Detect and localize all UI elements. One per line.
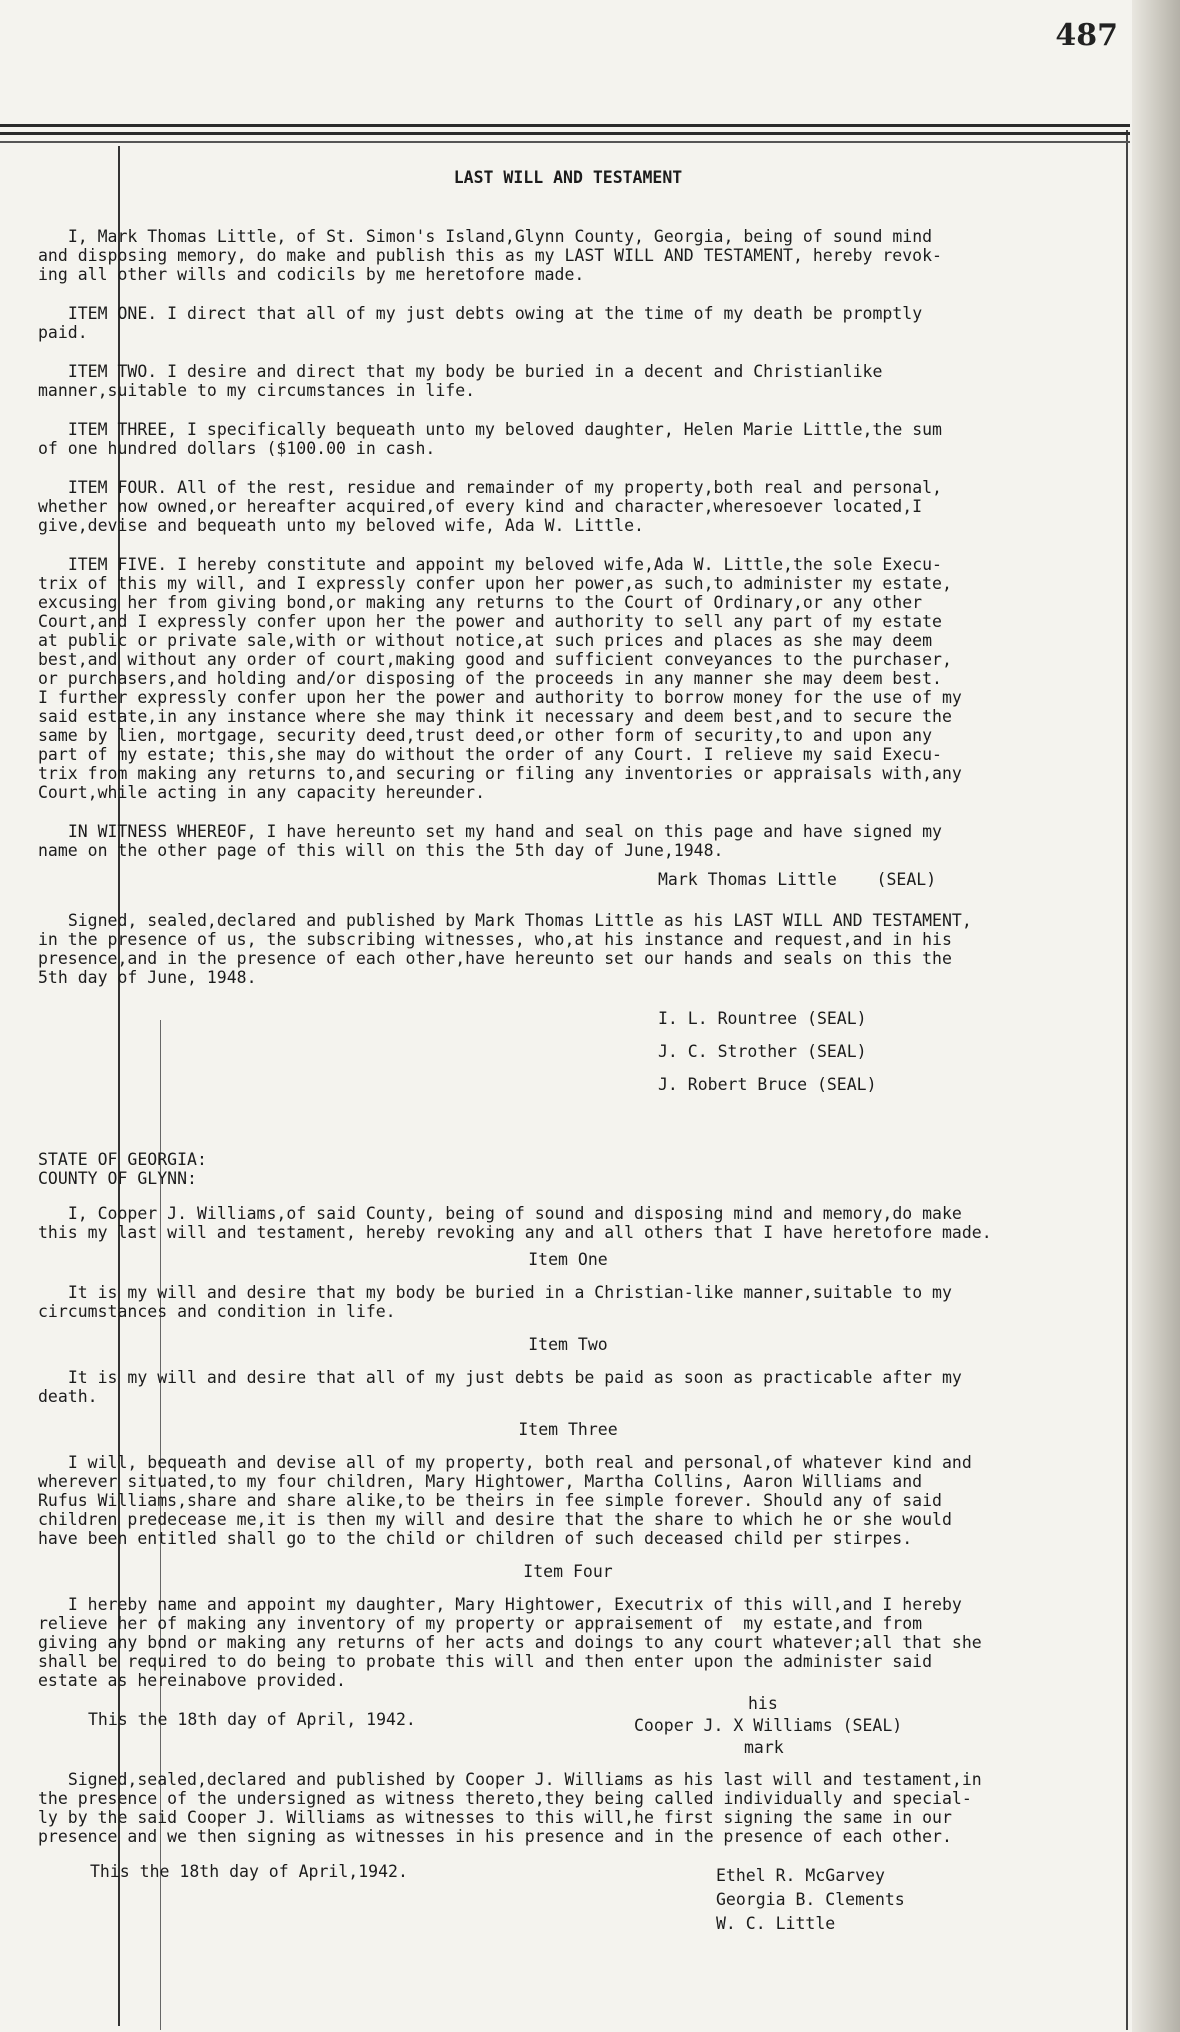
county-heading: COUNTY OF GLYNN: xyxy=(38,1169,197,1188)
will2-item-one: It is my will and desire that my body be buried in a Christian-like manner,suitable to my circumstances and condition in life. xyxy=(38,1283,952,1321)
will2-witnesses xyxy=(716,1864,905,1936)
item-two: ITEM TWO. I desire and direct that my body be buried in a decent and Christianlike manner,suitable to my circumstances in life. xyxy=(38,362,883,400)
witness-signature: J. C. Strother (SEAL) xyxy=(658,1042,867,1061)
item-three: ITEM THREE, I specifically bequeath unto my beloved daughter, Helen Marie Little,the sum of one hundred dollars ($100.00 in cash. xyxy=(38,420,942,458)
item-heading: Item Four xyxy=(523,1562,613,1581)
right-margin-rule xyxy=(1126,130,1128,2030)
will-intro: I, Mark Thomas Little, of St. Simon's Island,Glynn County, Georgia, being of sound mind and disposing memory, do make and publish this as my LAST WILL AND TESTAMENT, hereby revok- ing all other wills and codicils by me heretofore made. xyxy=(38,227,942,284)
top-rule xyxy=(0,132,1130,135)
top-rule xyxy=(0,124,1130,127)
item-five: ITEM FIVE. I hereby constitute and appoint my beloved wife,Ada W. Little,the sole Execu- trix of this my will, and I expressly confer upon her power,as such,to administer my estate, excusing her from giving bond,or making any returns to the Court of Ordinary,or any other Court,and I expressly confer upon her the power and authority to sell any part of my estate at public or private sale,with or without notice,at such prices and places as she may deem best,and without any order of court,making good and sufficient conveyances to the purchaser, or purchasers,and holding and/or disposing of the proceeds in any manner she may deem best. I further expressly confer upon her the power and authority to borrow money for the use of my said estate,in any instance where she may think it necessary and deem best,and to secure the same by lien, mortgage, security deed,trust deed,or other form of security,to and upon any part of my estate; this,she may do without the order of any Court. I relieve my said Execu- trix from making any returns to,and securing or filing any inventories or appraisals with,any Court,while acting in any capacity hereunder. xyxy=(38,555,962,802)
top-rule xyxy=(0,141,1130,143)
final-signature-block xyxy=(38,1852,1098,1932)
signature-mark: mark xyxy=(744,1738,784,1757)
final-date-line: This the 18th day of April,1942. xyxy=(90,1862,408,1881)
item-four: ITEM FOUR. All of the rest, residue and remainder of my property,both real and personal, whether now owned,or hereafter acquired,of every kind and character,wheresoever located,I give,devise and bequeath unto my beloved wife, Ada W. Little. xyxy=(38,478,942,535)
item-heading: Item One xyxy=(528,1250,608,1269)
signature-mark-line: Cooper J. X Williams (SEAL) xyxy=(634,1716,903,1735)
will2-item-two: It is my will and desire that all of my just debts be paid as soon as practicable after my death. xyxy=(38,1368,962,1406)
witness-signatures xyxy=(658,1009,1098,1094)
testator-signature: Mark Thomas Little (SEAL) xyxy=(658,870,937,889)
testator-signature-block xyxy=(38,1694,1098,1770)
will2-intro: I, Cooper J. Williams,of said County, being of sound and disposing mind and memory,do make this my last will and testament, hereby revoking any and all others that I have heretofore made. xyxy=(38,1204,992,1242)
item-heading: Item Two xyxy=(528,1335,608,1354)
will-title: LAST WILL AND TESTAMENT xyxy=(453,168,683,187)
witness-signature: Ethel R. McGarvey xyxy=(716,1866,885,1885)
witness-signature: I. L. Rountree (SEAL) xyxy=(658,1009,867,1028)
witness-signature: W. C. Little xyxy=(716,1914,836,1933)
item-one: ITEM ONE. I direct that all of my just debts owing at the time of my death be promptly paid. xyxy=(38,304,923,342)
will2-attestation: Signed,sealed,declared and published by Cooper J. Williams as his last will and testament,in the presence of the undersigned as witness thereto,they being called individually and special- ly by the said Cooper J. Williams as witnesses to this will,he first signing the same in our presence and we then signing as witnesses in his presence and in the presence of each other. xyxy=(38,1770,982,1846)
will2-item-four: I hereby name and appoint my daughter, Mary Hightower, Executrix of this will,and I hereby relieve her of making any inventory of my property or appraisement of my estate,and from giving any bond or making any returns of her acts and doings to any court whatever;all that she shall be required to do being to probate this will and then enter upon the administer said estate as hereinabove provided. xyxy=(38,1595,982,1690)
state-heading: STATE OF GEORGIA: xyxy=(38,1150,207,1169)
date-line: This the 18th day of April, 1942. xyxy=(88,1710,416,1729)
witness-clause: IN WITNESS WHEREOF, I have hereunto set my hand and seal on this page and have signed my name on the other page of this will on this the 5th day of June,1948. xyxy=(38,822,942,860)
signature-his: his xyxy=(748,1694,778,1713)
witness-signature: J. Robert Bruce (SEAL) xyxy=(658,1075,877,1094)
witness-signature: Georgia B. Clements xyxy=(716,1890,905,1909)
page-edge-shadow xyxy=(1132,0,1180,2032)
item-heading: Item Three xyxy=(518,1420,618,1439)
document-body xyxy=(38,168,1098,1932)
will2-item-three: I will, bequeath and devise all of my property, both real and personal,of whatever kind and wherever situated,to my four children, Mary Hightower, Martha Collins, Aaron Williams and Rufus Williams,share and share alike,to be theirs in fee simple forever. Should any of said children predecease me,it is then my will and desire that the share to which he or she would have been entitled shall go to the child or children of such deceased child per stirpes. xyxy=(38,1453,972,1548)
attestation-clause: Signed, sealed,declared and published by Mark Thomas Little as his LAST WILL AND TESTAMENT, in the presence of us, the subscribing witnesses, who,at his instance and request,and in his presence,and in the presence of each other,have hereunto set our hands and seals on this the 5th day of June, 1948. xyxy=(38,911,972,987)
page-number: 487 xyxy=(1055,18,1118,53)
